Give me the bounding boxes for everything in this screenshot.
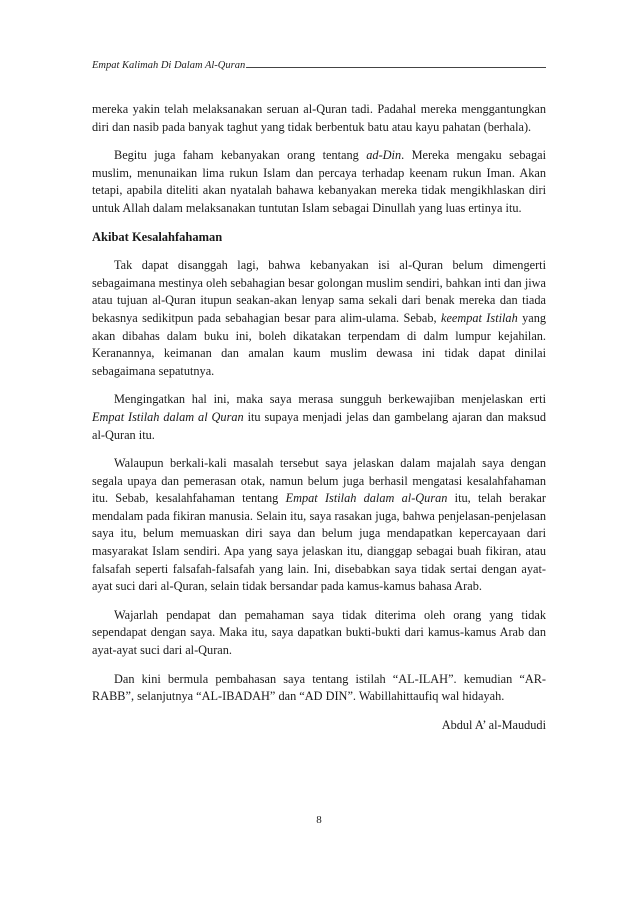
section-heading: [92, 229, 546, 247]
paragraph: [92, 391, 546, 444]
paragraph: [92, 671, 546, 706]
page-number: 8: [316, 814, 322, 826]
italic-term: keempat Istilah: [440, 310, 518, 325]
text-run: itu supaya menjadi jelas dan gambelang ajaran dan maksud al-Quran itu.: [92, 409, 547, 442]
italic-term: Empat Istilah dalam al-Quran: [285, 491, 448, 506]
text-run: Wajarlah pendapat dan pemahaman saya tidak diterima oleh orang yang tidak sependapat dengan saya. Maka itu, saya dapatkan bukti-bukti dari kamus-kamus Arab dan ayat-ayat suci dari al-Quran.: [92, 607, 546, 658]
text-run: Begitu juga faham kebanyakan orang tentang: [114, 148, 367, 163]
text-run: yang akan dibahas dalam buku ini, boleh dikatakan terpendam di dalm lumpur kejahilan. Keranannya, keimanan dan amalan kaum muslim dewasa ini tidak dapat dinilai sebagaimana sepatutnya.: [92, 310, 546, 378]
body-text: [92, 101, 546, 745]
text-run: . Mereka mengaku sebagai muslim, menunaikan lima rukun Islam dan percaya terhadap keenam rukun Iman. Akan tetapi, apabila diteliti akan nyatalah bahawa kebanyakan mereka tidak mengikhlaskan diri untuk Allah dalam melaksanakan tuntutan Islam sebagai Dinullah yang luas ertinya itu.: [92, 148, 547, 215]
paragraph: [92, 257, 546, 380]
running-header-title: Empat Kalimah Di Dalam Al-Quran: [92, 60, 246, 71]
text-run: itu, telah berakar mendalam pada fikiran manusia. Selain itu, saya rasakan juga, bahwa penjelasan-penjelasan saya itu, belum memuaskan diri saya dan belum juga mendapatkan kepercayaan dari masyarakat Islam sendiri. Apa yang saya jelaskan itu, dianggap sebagai buah fikiran, atau falsafah seperti falsafah-falsafah yang lain. Ini, disebabkan saya tidak sertai dengan ayat-ayat suci dari al-Quran, selain tidak bersandar pada kamus-kamus bahasa Arab.: [92, 491, 546, 594]
paragraph: [92, 607, 546, 660]
header-rule: [246, 66, 546, 68]
author-signature: Abdul A’ al-Maududi: [441, 717, 546, 732]
text-run: Dan kini bermula pembahasan saya tentang istilah “AL-ILAH”. kemudian “AR-RABB”, selanjutnya “AL-IBADAH” dan “AD DIN”. Wabillahittaufiq wal hidayah.: [92, 671, 546, 704]
running-header: [92, 60, 546, 71]
text-run: Tak dapat disanggah lagi, bahwa kebanyakan isi al-Quran belum dimengerti sebagaimana mestinya oleh sebahagian besar golongan muslim sendiri, bahkan inti dan jiwa atau tujuan al-Quran itupun seakan-akan lenyap sama sekali dari benak mereka dan tiada bekasnya sedikitpun pada sebahagian besar para alim-ulama. Sebab,: [92, 258, 546, 325]
paragraph: [92, 147, 546, 217]
text-run: Akibat Kesalahfahaman: [92, 229, 223, 244]
paragraph: [92, 101, 546, 136]
italic-term: ad-Din: [366, 148, 402, 163]
text-run: mereka yakin telah melaksanakan seruan al-Quran tadi. Padahal mereka menggantungkan diri dan nasib pada banyak taghut yang tidak berbentuk batu atau kayu pahatan (berhala).: [92, 102, 546, 134]
text-run: Mengingatkan hal ini, maka saya merasa sungguh berkewajiban menjelaskan erti: [114, 392, 546, 407]
paragraph: [92, 455, 546, 596]
italic-term: Empat Istilah dalam al Quran: [92, 409, 244, 424]
text-run: Walaupun berkali-kali masalah tersebut saya jelaskan dalam majalah saya dengan segala upaya dan pemerasan otak, namun belum juga berhasil mengatasi kesalahfahaman itu. Sebab, kesalahfahaman tentang: [92, 456, 546, 506]
